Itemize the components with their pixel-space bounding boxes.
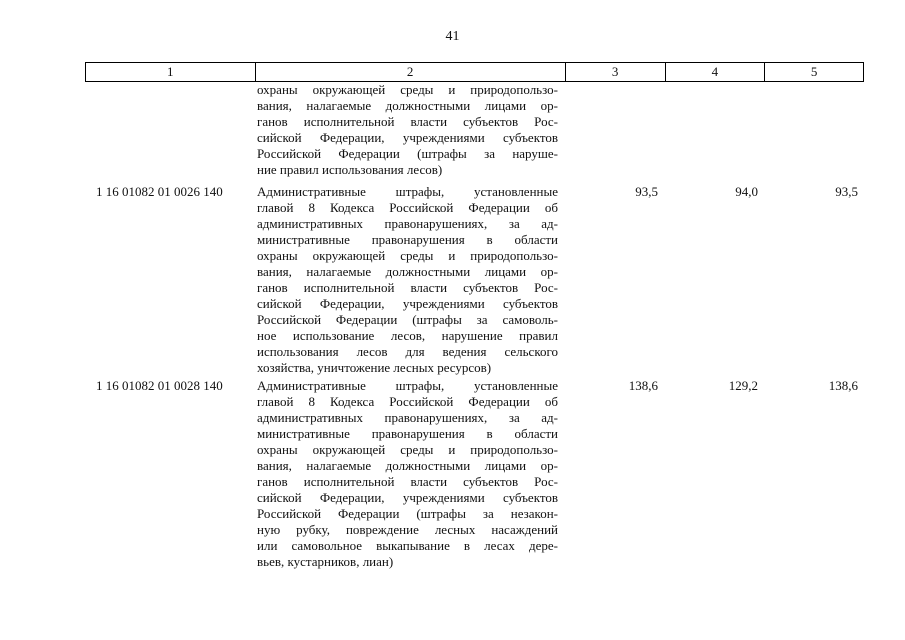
row-description [257,184,558,376]
description-line: министративные правонарушения в области [257,232,558,247]
header-col-3: 3 [566,63,666,81]
description-line: использования лесов для ведения сельского [257,344,558,359]
description-line: сийской Федерации, учреждениями субъектов [257,130,558,145]
description-line: административных правонарушениях, за ад- [257,410,558,425]
description-line: главой 8 Кодекса Российской Федерации об [257,394,558,409]
description-line: сийской Федерации, учреждениями субъектов [257,490,558,505]
description-line: Российской Федерации (штрафы за незакон- [257,506,558,521]
row-description [257,378,558,570]
description-line: сийской Федерации, учреждениями субъектов [257,296,558,311]
description-line: вания, налагаемые должностными лицами ор- [257,98,558,113]
description-line: ганов исполнительной власти субъектов Рос- [257,474,558,489]
description-line: Административные штрафы, установленные [257,184,558,199]
description-line: охраны окружающей среды и природопользо- [257,248,558,263]
header-col-2: 2 [256,63,566,81]
description-line: ную рубку, повреждение лесных насаждений [257,522,558,537]
description-line: Российской Федерации (штрафы за самоволь- [257,312,558,327]
continuation-description [257,82,558,178]
row-value-col-4: 129,2 [728,378,758,393]
row-code: 1 16 01082 01 0026 140 [96,184,223,199]
row-value-col-5: 138,6 [828,378,858,393]
page-number: 41 [445,29,460,44]
description-line: вьев, кустарников, лиан) [257,554,394,569]
row-code: 1 16 01082 01 0028 140 [96,378,223,393]
description-line: охраны окружающей среды и природопользо- [257,442,558,457]
description-line: ганов исполнительной власти субъектов Рос- [257,114,558,129]
description-line: ние правил использования лесов) [257,162,443,177]
description-line: или самовольное выкапывание в лесах дере- [257,538,558,553]
description-line: вания, налагаемые должностными лицами ор- [257,458,558,473]
description-line: вания, налагаемые должностными лицами ор- [257,264,558,279]
row-value-col-4: 94,0 [735,184,758,199]
row-value-col-5: 93,5 [835,184,858,199]
header-col-4: 4 [666,63,766,81]
description-line: министративные правонарушения в области [257,426,558,441]
header-col-5: 5 [810,64,818,79]
description-line: Административные штрафы, установленные [257,378,558,393]
description-line: охраны окружающей среды и природопользо- [257,82,558,97]
description-line: ганов исполнительной власти субъектов Рос- [257,280,558,295]
table-header-row [85,62,864,82]
description-line: хозяйства, уничтожение лесных ресурсов) [257,360,492,375]
description-line: административных правонарушениях, за ад- [257,216,558,231]
header-col-1: 1 [86,63,256,81]
description-line: ное использование лесов, нарушение правил [257,328,558,343]
description-line: главой 8 Кодекса Российской Федерации об [257,200,558,215]
row-value-col-3: 93,5 [635,184,658,199]
row-value-col-3: 138,6 [628,378,658,393]
description-line: Российской Федерации (штрафы за наруше- [257,146,558,161]
